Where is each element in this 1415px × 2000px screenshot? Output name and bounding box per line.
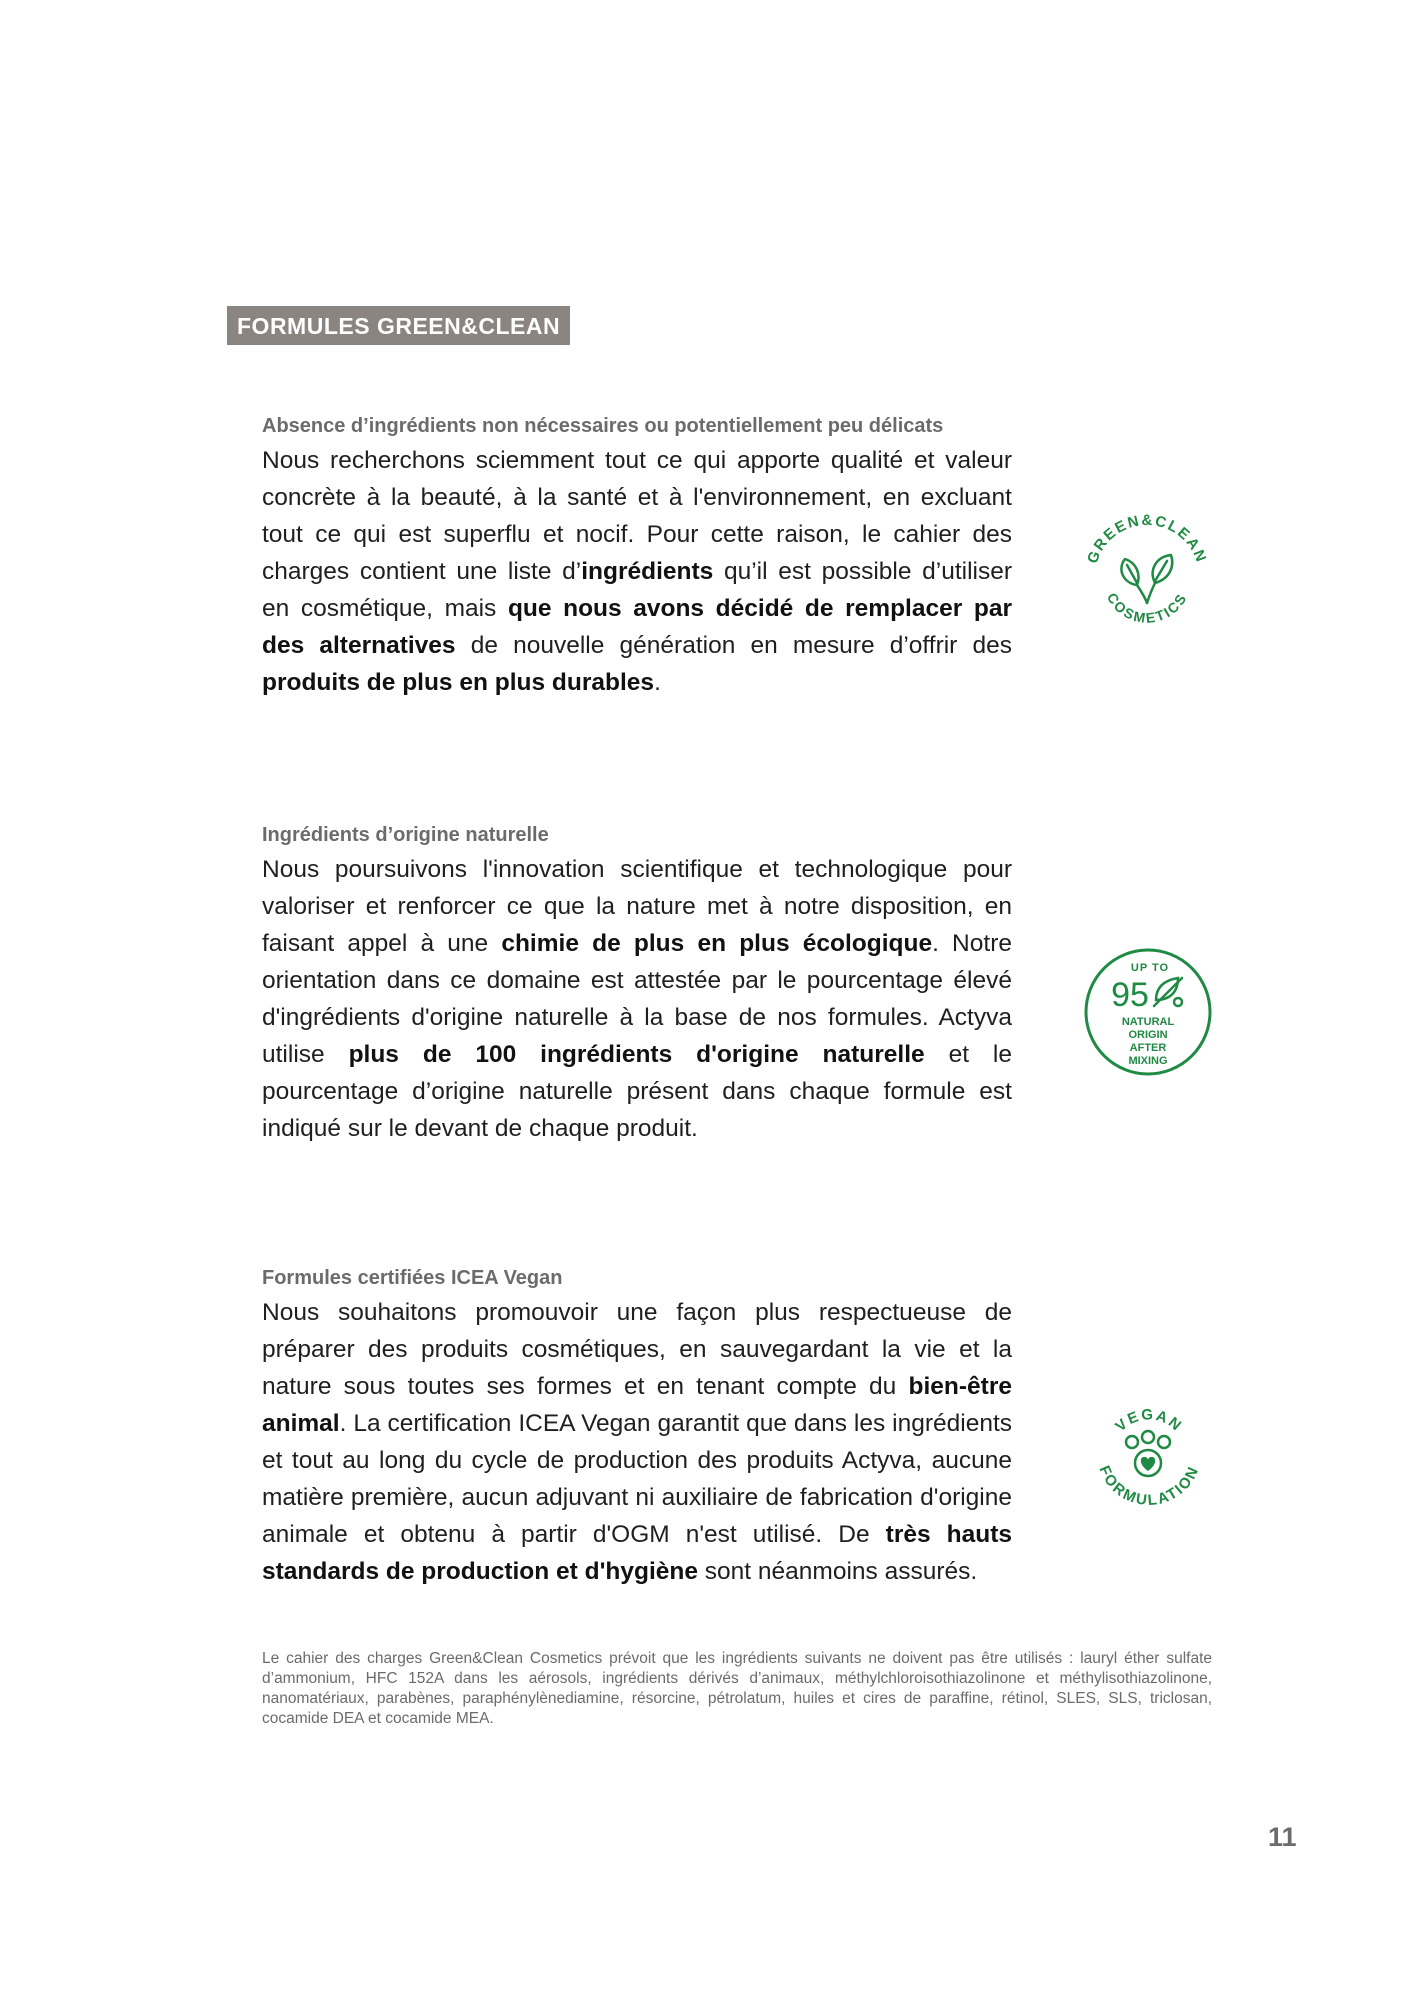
section-icea-vegan (262, 1264, 1012, 1590)
emphasis-text: bien-être animal (262, 1373, 1012, 1437)
emphasis-text: très hauts standards de production et d'hygiène (262, 1521, 1012, 1585)
body-text: . La certification ICEA Vegan garantit que dans les ingrédients et tout au long du cycle de production des produits Actyva, aucune matière première, aucun adjuvant ni auxiliaire de fabrication d'origine animale et obtenu à partir d'OGM n'est utilisé. De (262, 1410, 1012, 1548)
body-text: Nous souhaitons promouvoir une façon plus respectueuse de préparer des produits cosmétiques, en sauvegardant la vie et la nature sous toutes ses formes et en tenant compte du (262, 1299, 1012, 1400)
section-title: Formules certifiées ICEA Vegan (262, 1267, 563, 1289)
badge-line-mixing: MIXING (1128, 1055, 1168, 1067)
body-text: Nous recherchons sciemment tout ce qui apporte qualité et valeur concrète à la beauté, à la santé et à l'environnement, en excluant tout ce qui est superflu et nocif. Pour cette raison, le cahier des charges contient une liste d’ (262, 447, 1012, 585)
section-title: Ingrédients d’origine naturelle (262, 824, 549, 846)
section-body (262, 851, 1012, 1147)
section-no-unnecessary-ingredients (262, 412, 1012, 701)
natural-origin-badge (1078, 942, 1218, 1082)
emphasis-text: ingrédients (581, 558, 714, 585)
body-text: sont néanmoins assurés. (698, 1558, 978, 1585)
section-body (262, 1294, 1012, 1590)
emphasis-text: chimie de plus en plus écologique (501, 930, 933, 957)
section-body (262, 442, 1012, 701)
badge-bottom-text: FORMULATION (1095, 1463, 1203, 1510)
body-text: . (654, 669, 661, 696)
percent-leaf-icon (1154, 978, 1182, 1006)
leaf-icon (1121, 555, 1172, 603)
section-natural-origin (262, 821, 1012, 1147)
badge-percent-value: 95 (1111, 976, 1149, 1014)
body-text: qu’il est possible d’utiliser en cosmétique, mais (262, 558, 1013, 622)
section-title: Absence d’ingrédients non nécessaires ou potentiellement peu délicats (262, 415, 944, 437)
badge-top-text: GREEN&CLEAN (1083, 511, 1211, 566)
vegan-formulation-badge (1078, 1385, 1218, 1525)
badge-up-to-text: UP TO (1130, 962, 1170, 974)
page-number: 11 (1268, 1822, 1297, 1852)
badge-line-origin: ORIGIN (1128, 1029, 1168, 1041)
emphasis-text: que nous avons décidé de remplacer par des alternatives (262, 595, 1012, 659)
body-text: et le pourcentage d’origine naturelle présent dans chaque formule est indiqué sur le devant de chaque produit. (262, 1041, 1012, 1142)
badge-line-natural: NATURAL (1121, 1016, 1175, 1028)
section-header-tag: FORMULES GREEN&CLEAN (227, 306, 570, 345)
body-text: de nouvelle génération en mesure d’offrir des (455, 632, 1012, 659)
svg-text:COSMETICS (1104, 590, 1190, 626)
footnote: Le cahier des charges Green&Clean Cosmetics prévoit que les ingrédients suivants ne doivent pas être utilisés : lauryl éther sulfate d’ammonium, HFC 152A dans les aérosols, ingrédients dérivés d’animaux, méthylchloroisothiazolinone et méthylisothiazolinone, nanomatériaux, parabènes, paraphénylènediamine, résorcine, pétrolatum, huiles et cires de paraffine, rétinol, SLES, SLS, triclosan, cocamide DEA et cocamide MEA. (262, 1650, 1212, 1727)
badge-top-text: VEGAN (1112, 1406, 1186, 1436)
body-text: . Notre orientation dans ce domaine est attestée par le pourcentage élevé d'ingrédients d'origine naturelle à la base de nos formules. Actyva utilise (262, 930, 1012, 1068)
badge-bottom-text: COSMETICS (1103, 589, 1191, 627)
svg-text:GREEN&CLEAN (1084, 512, 1210, 566)
body-text: Nous poursuivons l'innovation scientifique et technologique pour valoriser et renforcer ce que la nature met à notre disposition, en faisant appel à une (262, 856, 1012, 957)
heart-icon (1141, 1457, 1155, 1471)
badge-line-after: AFTER (1129, 1042, 1167, 1054)
green-clean-cosmetics-badge (1077, 505, 1217, 645)
emphasis-text: produits de plus en plus durables (262, 669, 655, 696)
emphasis-text: plus de 100 ingrédients d'origine naturelle (348, 1041, 925, 1068)
